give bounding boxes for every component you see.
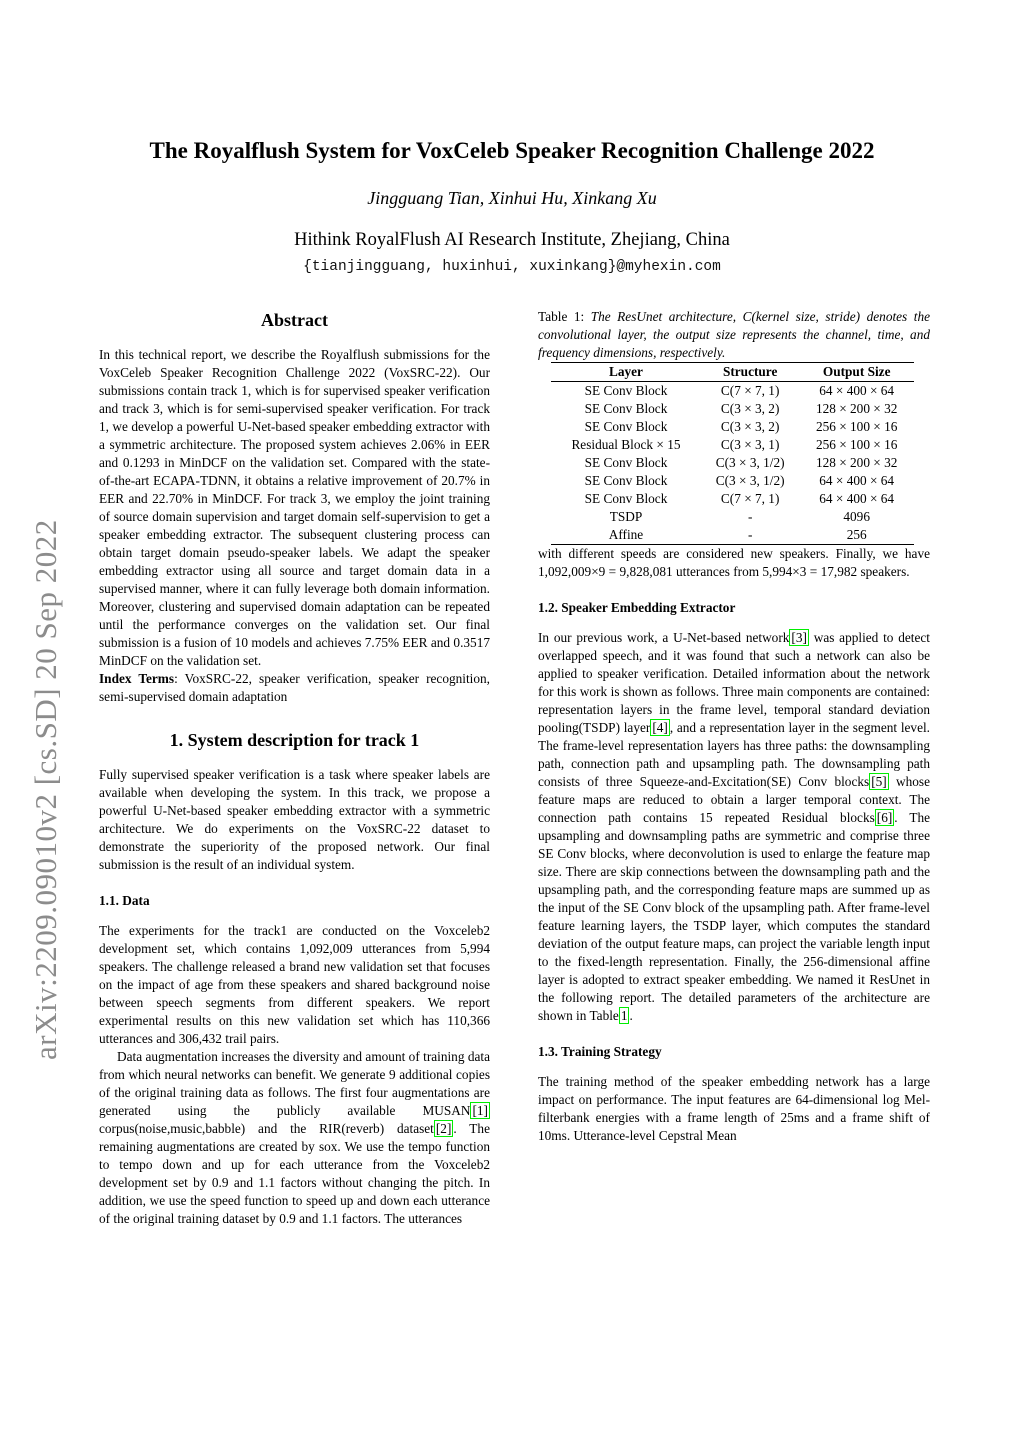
table-cell: SE Conv Block — [584, 491, 668, 506]
citation-link-4[interactable]: [4] — [652, 720, 668, 735]
abstract-text: In this technical report, we describe the Royalflush submissions for the VoxCeleb Speaker Recognition Challenge 2022 (VoxSRC-22). Our submissions contain track 1, which is for supervised speaker verification and track 3, which is for semi-supervised speaker verification. For track 1, we develop a powerful U-Net-based speaker embedding extractor with a symmetric architecture. The proposed system achieves 2.06% in EER and 0.1293 in MinDCF on the validation set. Compared with the state-of-the-art ECAPA-TDNN, it obtains a relative improvement of 20.7% in EER and 22.70% in MinDCF. For track 3, we employ the joint training of source domain supervision and target domain self-supervision to get a speaker embedding extractor. The subsequent clustering process can obtain target domain pseudo-speaker labels. We adapt the speaker embedding extractor using all source and target domain data in a supervised manner, where it can fully leverage both domain information. Moreover, clustering and supervised domain adaptation can be repeated until the performance converges on the validation set. Our final submission is a fusion of 10 models and achieves 7.75% EER and 0.3517 MinDCF on the validation set. Index Terms: VoxSRC-22, speaker verification, speaker recognition, semi-supervised domain adaptation — [99, 347, 490, 704]
table-cell: SE Conv Block — [584, 473, 668, 488]
table-cell: C(3 × 3, 1/2) — [715, 473, 785, 488]
table-cell: 256 × 100 × 16 — [815, 437, 898, 452]
subsection-1-3-heading: 1.3. Training Strategy — [538, 1044, 662, 1059]
index-terms-label: Index Terms — [99, 671, 175, 686]
author-emails: {tianjingguang, huxinhui, xuxinkang}@myhexin.com — [303, 259, 721, 275]
table-row — [551, 418, 914, 436]
table-header-row — [551, 363, 914, 382]
authors: Jingguang Tian, Xinhui Hu, Xinkang Xu — [367, 188, 657, 208]
table-header-cell: Output Size — [799, 363, 914, 382]
table-cell: SE Conv Block — [584, 455, 668, 470]
index-terms: : VoxSRC-22, speaker verification, speaker recognition, semi-supervised domain adaptation — [99, 671, 490, 704]
section-1-intro: Fully supervised speaker verification is a task where speaker labels are available when developing the system. In this track, we propose a powerful U-Net-based speaker embedding extractor with a symmetric architecture. We do experiments on the VoxSRC-22 dataset to demonstrate the superiority of the proposed network. Our final submission is the result of an individual system. — [99, 767, 490, 872]
table-cell: SE Conv Block — [584, 383, 668, 398]
table-1-caption: Table 1: The ResUnet architecture, C(kernel size, stride) denotes the convolutional layer, the output size represents the channel, time, and frequency dimensions, respectively. — [538, 309, 930, 360]
arxiv-identifier: arXiv:2209.09010v2 [cs.SD] 20 Sep 2022 — [28, 519, 63, 1060]
table-cell: 64 × 400 × 64 — [819, 473, 895, 488]
subsection-1-2-heading: 1.2. Speaker Embedding Extractor — [538, 600, 736, 615]
table-cell: Residual Block × 15 — [571, 437, 681, 452]
data-paragraph-1: The experiments for the track1 are conducted on the Voxceleb2 development set, which contains 1,092,009 utterances from 5,994 speakers. The challenge released a brand new validation set that focuses on the impact of age from these speakers and shared background noise between speech segments from different speakers. We report experimental results on this new validation set which has 110,366 utterances and 306,432 trail pairs. — [99, 923, 490, 1046]
table-row — [551, 400, 914, 418]
table-cell: 4096 — [843, 509, 870, 524]
right-column — [538, 308, 930, 1145]
table-cell: TSDP — [609, 509, 643, 524]
citation-link-3[interactable]: [3] — [791, 630, 807, 645]
table-row — [551, 490, 914, 508]
table-cell: 256 — [799, 526, 914, 545]
citation-link-6[interactable]: [6] — [876, 810, 893, 825]
table-cell: 64 × 400 × 64 — [819, 491, 895, 506]
table-cell: 128 × 200 × 32 — [815, 455, 898, 470]
table-cell: C(3 × 3, 1/2) — [715, 455, 785, 470]
extractor-paragraph: In our previous work, a U-Net-based network [3] was applied to detect overlapped speech, and it was found that such a network can also be applied to speaker verification. Detailed information about the network for this work is shown as follows. Three main components are contained: representation layers in the frame level, temporal standard deviation pooling(TSDP) layer [4] , and a representation layer in the segment level. The frame-level representation layers has three paths: the downsampling path, connection path and upsampling path. The downsampling path consists of three Squeeze-and-Excitation(SE) Conv blocks [5] whose feature maps are reduced to obtain a larger temporal context. The connection path contains 15 repeated Residual blocks [6] . The upsampling and downsampling paths are symmetric and comprise three SE Conv blocks, where deconvolution is used to enlarge the feature map size. There are skip connections between the downsampling path and the upsampling path, and the corresponding feature maps are summed up as the input of the SE Conv block of the upsampling path. After frame-level feature learning layers, the TSDP layer, which computes the standard deviation of the output feature maps, can project the variable length input to the fixed-length representation. Finally, the 256-dimensional affine layer is adopted to extract speaker embedding. We named it ResUnet in the following report. The detailed parameters of the architecture are shown in Table 1 . — [538, 630, 930, 1023]
table-cell: 128 × 200 × 32 — [815, 401, 898, 416]
table-header-cell: Structure — [701, 363, 799, 382]
citation-link-2[interactable]: [2] — [435, 1121, 452, 1136]
table-row — [551, 382, 914, 401]
table-cell: C(7 × 7, 1) — [720, 383, 780, 398]
table-row — [551, 436, 914, 454]
affiliation: Hithink RoyalFlush AI Research Institute, Zhejiang, China — [294, 230, 730, 250]
table-cell: 64 × 400 × 64 — [819, 383, 895, 398]
table-row — [551, 526, 914, 545]
left-column — [99, 308, 490, 1228]
table-reference-link[interactable]: 1 — [620, 1008, 628, 1023]
table-row — [551, 508, 914, 526]
table-row — [551, 472, 914, 490]
table-row — [551, 454, 914, 472]
table-cell: Affine — [551, 526, 701, 545]
data-paragraph-2: Data augmentation increases the diversity and amount of training data from which neural networks can benefit. We generate 9 additional copies of the original training data as follows. The first four augmentations are generated using the publicly available MUSAN [1] corpus(noise,music,babble) and the RIR(reverb) dataset [2] . The remaining augmentations are created by sox. We use the tempo function to tempo down and up for each utterance from the Voxceleb2 development set by 0.9 and 1.1 factors without changing the pitch. In addition, we use the speed function to speed up and down each utterance of the original training dataset by 0.9 and 1.1 factors. The utterances — [99, 1049, 490, 1226]
subsection-1-1-heading: 1.1. Data — [99, 893, 150, 908]
table-cell: C(7 × 7, 1) — [720, 491, 780, 506]
table-header-cell: Layer — [551, 363, 701, 382]
training-paragraph: The training method of the speaker embedding network has a large impact on performance. The input features are 64-dimensional log Mel-filterbank energies with a frame length of 25ms and a frame shift of 10ms. Utterance-level Cepstral Mean — [538, 1074, 930, 1143]
citation-link-1[interactable]: [1] — [472, 1103, 488, 1118]
table-cell: 256 × 100 × 16 — [815, 419, 898, 434]
citation-link-5[interactable]: [5] — [871, 774, 887, 789]
table-cell: - — [747, 509, 753, 524]
table-cell: C(3 × 3, 2) — [720, 419, 780, 434]
section-1-heading: 1. System description for track 1 — [169, 730, 420, 750]
table-cell: SE Conv Block — [584, 401, 668, 416]
table-cell: SE Conv Block — [584, 419, 668, 434]
table-cell: C(3 × 3, 1) — [720, 437, 780, 452]
table-cell: C(3 × 3, 2) — [720, 401, 780, 416]
data-paragraph-continued: with different speeds are considered new speakers. Finally, we have 1,092,009×9 = 9,828,081 utterances from 5,994×3 = 17,982 speakers. — [538, 546, 930, 579]
abstract-heading: Abstract — [261, 310, 328, 330]
resunet-architecture-table — [551, 362, 914, 545]
table-cell: - — [701, 526, 799, 545]
paper-title: The Royalflush System for VoxCeleb Speaker Recognition Challenge 2022 — [149, 138, 875, 163]
